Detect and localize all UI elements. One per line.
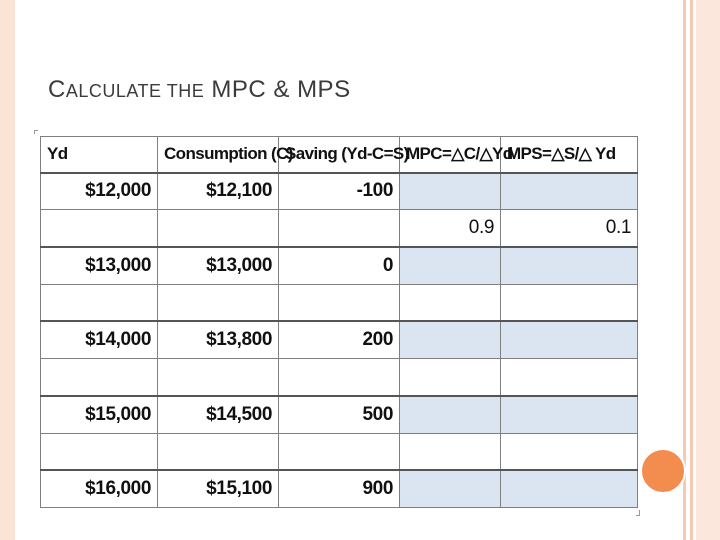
- yd-cell: [41, 210, 158, 247]
- consumption-cell: $12,100: [158, 173, 279, 210]
- mps-cell: [501, 359, 638, 396]
- saving-cell: -100: [279, 173, 400, 210]
- yd-cell: $15,000: [41, 396, 158, 433]
- consumption-cell: [158, 284, 279, 321]
- mpc-cell: [400, 247, 501, 284]
- image-corner-mark: [34, 130, 38, 134]
- yd-cell: $14,000: [41, 321, 158, 358]
- mpc-cell: [400, 359, 501, 396]
- consumption-cell: $14,500: [158, 396, 279, 433]
- consumption-cell: $15,100: [158, 470, 279, 507]
- table-row: [41, 321, 638, 358]
- yd-cell: $16,000: [41, 470, 158, 507]
- mps-cell: [501, 284, 638, 321]
- table-row: [41, 210, 638, 247]
- saving-cell: 500: [279, 396, 400, 433]
- mpc-cell: [400, 470, 501, 507]
- table-row: [41, 470, 638, 507]
- consumption-cell: $13,000: [158, 247, 279, 284]
- right-decorative-stripe: [683, 0, 686, 540]
- left-decorative-border: [0, 0, 15, 540]
- data-table: [40, 136, 638, 508]
- slide-title: [48, 76, 351, 104]
- table-row: [41, 396, 638, 433]
- title-small-caps: ALCULATE THE: [65, 81, 205, 101]
- mps-cell: [501, 321, 638, 358]
- consumption-cell: [158, 210, 279, 247]
- mps-cell: [501, 247, 638, 284]
- saving-cell: [279, 433, 400, 470]
- yd-cell: $13,000: [41, 247, 158, 284]
- saving-cell: 200: [279, 321, 400, 358]
- table-row: [41, 173, 638, 210]
- saving-cell: [279, 284, 400, 321]
- mpc-cell: [400, 321, 501, 358]
- mps-cell: [501, 433, 638, 470]
- consumption-cell: [158, 359, 279, 396]
- saving-cell: 0: [279, 247, 400, 284]
- mpc-cell: [400, 396, 501, 433]
- mps-cell: 0.1: [501, 210, 638, 247]
- header-consumption: Consumption (C): [158, 137, 279, 173]
- consumption-cell: [158, 433, 279, 470]
- header-mps: MPS=△S/△ Yd: [501, 137, 638, 173]
- table-row: [41, 359, 638, 396]
- title-rest: MPC & MPS: [204, 76, 351, 103]
- mpc-cell: [400, 284, 501, 321]
- mps-cell: [501, 470, 638, 507]
- yd-cell: [41, 433, 158, 470]
- consumption-cell: $13,800: [158, 321, 279, 358]
- saving-cell: [279, 359, 400, 396]
- saving-cell: 900: [279, 470, 400, 507]
- table-row: [41, 284, 638, 321]
- mpc-cell: [400, 173, 501, 210]
- table-row: [41, 247, 638, 284]
- table-body: [41, 173, 638, 508]
- mpc-mps-table: [40, 136, 637, 508]
- header-saving: Saving (Yd-C=S): [279, 137, 400, 173]
- table-row: [41, 433, 638, 470]
- header-yd: Yd: [41, 137, 158, 173]
- yd-cell: $12,000: [41, 173, 158, 210]
- mps-cell: [501, 396, 638, 433]
- table-header-row: [41, 137, 638, 173]
- yd-cell: [41, 359, 158, 396]
- title-initial: C: [48, 76, 66, 103]
- yd-cell: [41, 284, 158, 321]
- orange-circle-ornament: [640, 448, 686, 494]
- image-corner-mark: [636, 510, 640, 516]
- mpc-cell: [400, 433, 501, 470]
- right-decorative-stripe: [690, 0, 693, 540]
- header-mpc: MPC=△C/△Yd: [400, 137, 501, 173]
- mpc-cell: 0.9: [400, 210, 501, 247]
- mps-cell: [501, 173, 638, 210]
- saving-cell: [279, 210, 400, 247]
- right-decorative-border: [696, 0, 720, 540]
